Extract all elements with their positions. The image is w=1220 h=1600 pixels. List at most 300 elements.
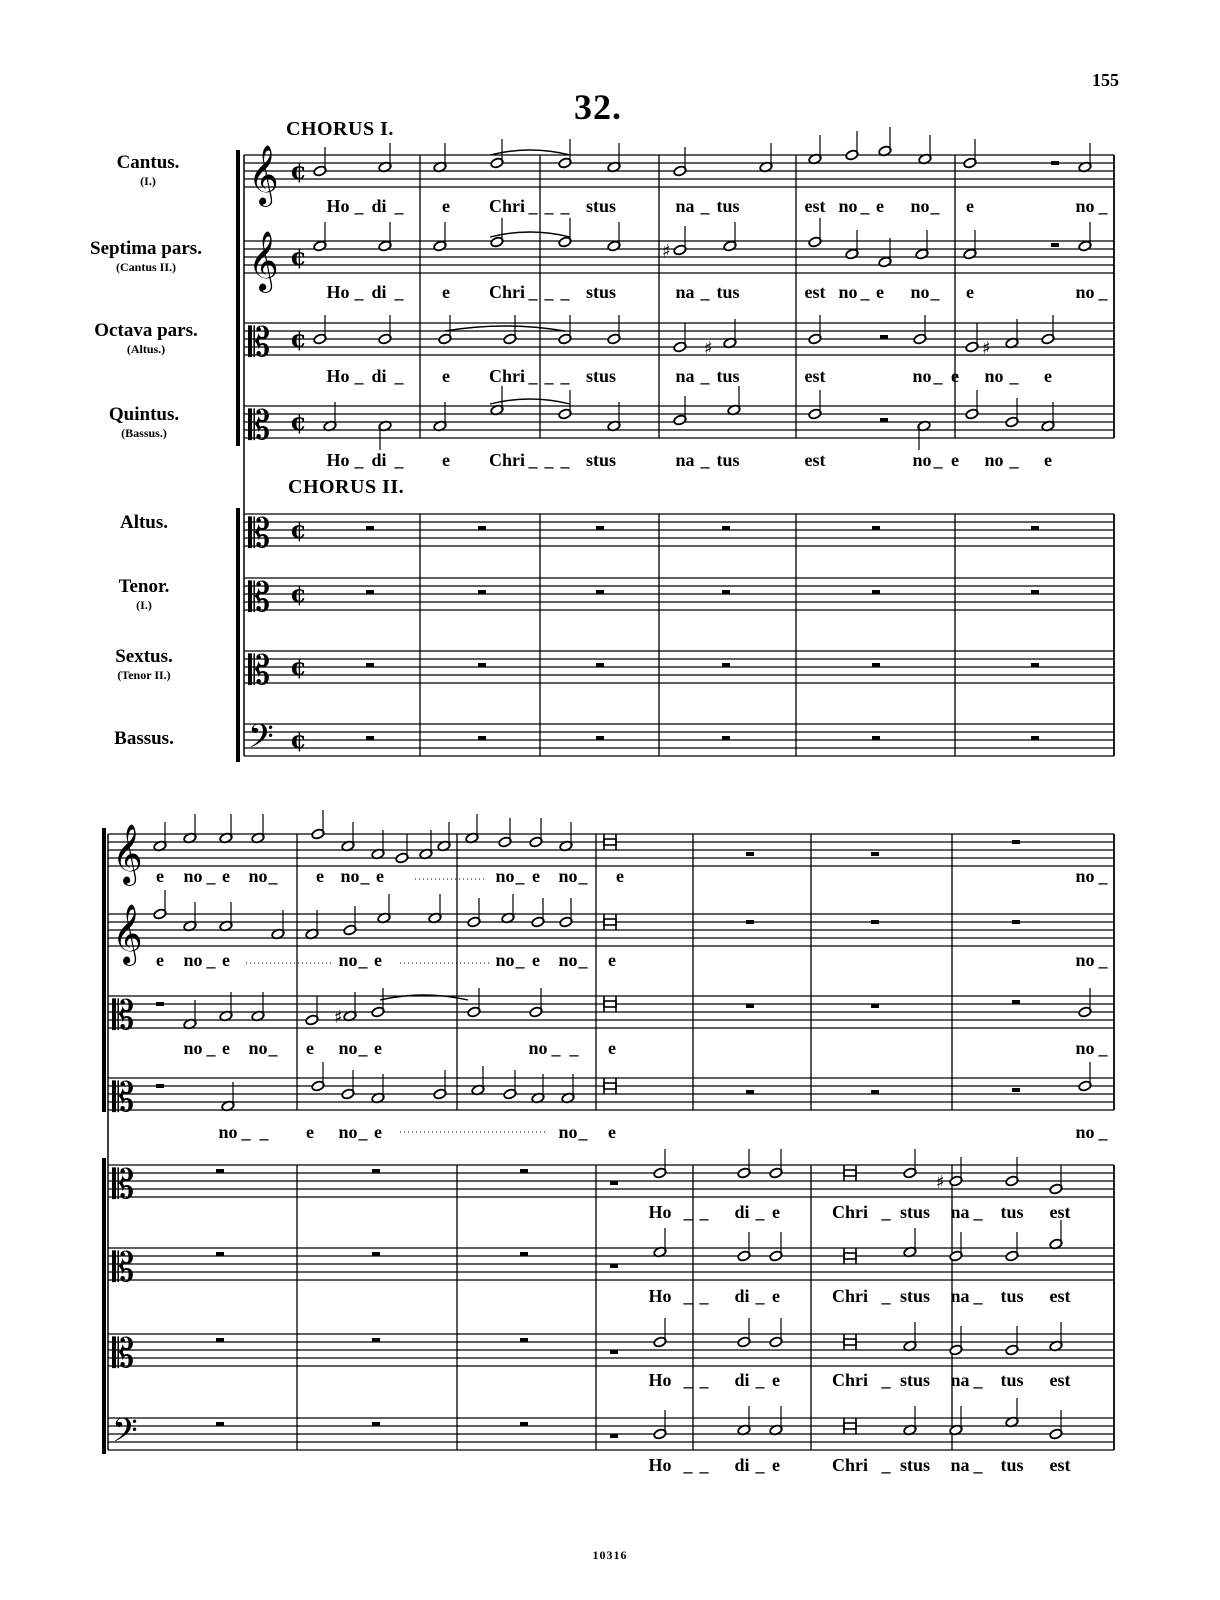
cut-time-signature: ¢ [290,242,307,271]
lyric-s2-v1-syllable: _ [1098,866,1108,886]
voice-name: Bassus. [114,728,174,749]
whole-rest [1012,840,1020,844]
lyric-s2-v3-syllable: no [338,1038,358,1058]
lyric-s2-v1-syllable: e [376,866,384,886]
lyric-s2-v2-syllable: _ [515,950,525,970]
lyric-s2-v4-syllable: _ [358,1122,368,1142]
chorus-2-bracket-s2 [102,1158,106,1454]
lyric-s2-v8-syllable: na [950,1455,970,1475]
lyric-s2-v8-syllable: stus [899,1455,931,1475]
lyric-s1-v2-syllable: _ [700,282,710,302]
lyric-s2-v4-syllable: e [306,1122,314,1142]
voice-subtitle: (Cantus II.) [115,260,176,274]
lyric-s1-v3-syllable: _ [354,366,364,386]
lyric-s2-v5-syllable: na [950,1202,970,1222]
lyric-s2-v7-syllable: _ [881,1370,891,1390]
lyric-s2-v3-syllable: no [248,1038,268,1058]
lyric-s2-v6-syllable: est [1049,1286,1071,1306]
whole-rest [372,1252,380,1256]
breve-note [604,919,616,925]
lyric-s2-v6-syllable: Ho [648,1286,672,1306]
lyric-s1-v4-syllable: tus [716,450,740,470]
breve-note [844,1253,856,1259]
lyric-s2-v3-syllable: _ [1098,1038,1108,1058]
lyric-s2-v2-syllable: _ [206,950,216,970]
lyric-s1-v1-syllable: no [1075,196,1095,216]
lyric-s2-v4-syllable: no [1075,1122,1095,1142]
voice-subtitle: (I.) [140,174,156,188]
alto-clef-icon: 𝄡 [112,993,135,1039]
sharp-icon: ♯ [662,241,671,262]
lyric-s2-v2-syllable: e [532,950,540,970]
lyric-s2-v6-syllable: _ [683,1286,693,1306]
lyric-s2-v4-syllable: _ [1098,1122,1108,1142]
lyric-s1-v1-syllable: _ [930,196,940,216]
lyric-s2-v6-syllable: e [772,1286,780,1306]
lyric-s2-v7-syllable: est [1049,1370,1071,1390]
lyric-s2-v6-syllable: na [950,1286,970,1306]
lyric-s2-v3-syllable: e [608,1038,616,1058]
lyric-s1-v2-syllable: e [442,282,450,302]
whole-rest [610,1350,618,1354]
lyric-s2-v4-syllable: e [374,1122,382,1142]
voice-name: Quintus. [108,404,180,425]
lyric-s1-v4-syllable: _ [1009,450,1019,470]
lyric-s1-v4-syllable: stus [585,450,617,470]
lyric-s1-v4-syllable: e [442,450,450,470]
whole-rest [216,1252,224,1256]
lyric-s2-v5-syllable: Ho [648,1202,672,1222]
lyric-s2-v5-syllable: _ [699,1202,709,1222]
lyric-s1-v1-syllable: e [442,196,450,216]
lyric-s2-v3-syllable: no [183,1038,203,1058]
whole-rest [478,590,486,594]
voice-subtitle: (I.) [136,598,152,612]
voice-subtitle: (Bassus.) [121,426,167,440]
lyric-s1-v2-syllable: no [1075,282,1095,302]
lyric-s2-v8-syllable: Ho [648,1455,672,1475]
lyric-s2-v3-syllable: e [306,1038,314,1058]
lyric-s1-v2-syllable: e [876,282,884,302]
whole-rest [596,663,604,667]
lyric-s2-v2-syllable: _ [578,950,588,970]
lyric-s1-v4-syllable: _ [933,450,943,470]
alto-clef-icon: 𝄡 [112,1075,135,1121]
lyric-s1-v3-syllable: _ [544,366,554,386]
lyric-s1-v4-syllable: e [951,450,959,470]
lyric-s2-v1-syllable: _ [206,866,216,886]
whole-rest [746,920,754,924]
lyric-s1-v3-syllable: di [371,366,387,386]
whole-rest [871,852,879,856]
lyric-s2-v8-syllable: di [734,1455,750,1475]
lyric-s1-v4-syllable: na [675,450,695,470]
lyric-s1-v4-syllable: _ [394,450,404,470]
cut-time-signature: ¢ [290,324,307,353]
lyric-s2-v3-syllable: e [222,1038,230,1058]
lyric-s2-v7-syllable: di [734,1370,750,1390]
breve-note [604,1001,616,1007]
bass-clef-icon: 𝄢 [248,718,274,764]
lyric-s1-v3-syllable: _ [1009,366,1019,386]
voice-name: Altus. [119,512,169,533]
lyric-s1-v3-syllable: no [984,366,1004,386]
whole-rest [156,1002,164,1006]
lyric-s2-v2-syllable: e [222,950,230,970]
lyric-s2-v5-syllable: Chri [832,1202,868,1222]
lyric-s1-v1-syllable: _ [700,196,710,216]
lyric-s1-v2-syllable: _ [544,282,554,302]
lyric-s1-v4-syllable: no [912,450,932,470]
whole-rest [746,1090,754,1094]
lyric-s2-v1-syllable: e [616,866,624,886]
whole-rest [872,590,880,594]
lyric-s2-v2-syllable: no [1075,950,1095,970]
lyric-s1-v2-syllable: stus [585,282,617,302]
lyric-s2-v5-syllable: _ [973,1202,983,1222]
lyric-s2-v6-syllable: Chri [832,1286,868,1306]
lyric-s1-v2-syllable: na [675,282,695,302]
whole-rest [520,1169,528,1173]
lyric-s2-v6-syllable: _ [881,1286,891,1306]
whole-rest [216,1338,224,1342]
lyric-s2-v2-syllable: _ [358,950,368,970]
lyric-s2-v8-syllable: e [772,1455,780,1475]
lyric-s2-v6-syllable: stus [899,1286,931,1306]
lyric-s2-v7-syllable: _ [755,1370,765,1390]
lyric-s1-v2-syllable: tus [716,282,740,302]
lyric-s2-v8-syllable: _ [683,1455,693,1475]
lyric-s2-v3-syllable: _ [268,1038,278,1058]
lyric-s2-v1-syllable: _ [578,866,588,886]
whole-rest [1012,1088,1020,1092]
lyric-s1-v3-syllable: e [951,366,959,386]
lyric-s2-v3-syllable: _ [569,1038,579,1058]
lyric-s1-v1-syllable: Chri [489,196,525,216]
lyric-s2-v4-syllable: e [608,1122,616,1142]
lyric-s2-v1-syllable: e [316,866,324,886]
whole-rest [372,1338,380,1342]
lyric-s2-v8-syllable: Chri [832,1455,868,1475]
lyric-s1-v1-syllable: est [804,196,826,216]
lyric-s1-v3-syllable: _ [700,366,710,386]
lyric-s2-v2-syllable: e [608,950,616,970]
lyric-s1-v3-syllable: e [1044,366,1052,386]
lyric-s1-v2-syllable: _ [560,282,570,302]
lyric-s2-v2-syllable: _ [1098,950,1108,970]
alto-clef-icon: 𝄡 [248,511,271,557]
cut-time-signature: ¢ [290,652,307,681]
lyric-s1-v3-syllable: est [804,366,826,386]
voice-name: Sextus. [115,646,173,667]
lyric-s1-v1-syllable: na [675,196,695,216]
whole-rest [871,1004,879,1008]
whole-rest [216,1169,224,1173]
alto-clef-icon: 𝄡 [112,1331,135,1377]
lyric-s1-v1-syllable: _ [354,196,364,216]
whole-rest [478,736,486,740]
chorus-2-heading: CHORUS II. [288,476,405,498]
lyric-s2-v1-syllable: no [1075,866,1095,886]
alto-clef-icon: 𝄡 [248,403,271,449]
lyric-s1-v3-syllable: Chri [489,366,525,386]
whole-rest [722,526,730,530]
whole-rest [722,736,730,740]
lyric-s2-v5-syllable: tus [1000,1202,1024,1222]
lyric-s2-v3-syllable: _ [551,1038,561,1058]
treble-clef-icon: 𝄞 [248,145,279,205]
lyric-s1-v3-syllable: _ [394,366,404,386]
whole-rest [1031,590,1039,594]
lyric-s2-v2-syllable: no [338,950,358,970]
whole-rest [872,736,880,740]
whole-rest [1051,161,1059,165]
lyric-s1-v4-syllable: e [1044,450,1052,470]
lyric-s1-v3-syllable: e [442,366,450,386]
lyric-s2-v1-syllable: e [222,866,230,886]
page-number: 155 [1092,70,1119,90]
treble-clef-icon: 𝄞 [112,824,143,884]
lyric-s2-v7-syllable: tus [1000,1370,1024,1390]
sharp-icon: ♯ [704,338,713,359]
alto-clef-icon: 𝄡 [112,1162,135,1208]
whole-rest [366,590,374,594]
lyric-s2-v7-syllable: _ [973,1370,983,1390]
lyric-s1-v3-syllable: tus [716,366,740,386]
lyric-s2-v2-syllable: e [374,950,382,970]
lyric-s2-v1-syllable: no [248,866,268,886]
voice-name: Tenor. [118,576,170,597]
lyric-s2-v6-syllable: _ [699,1286,709,1306]
whole-rest [372,1169,380,1173]
lyric-s1-v4-syllable: Chri [489,450,525,470]
lyric-s1-v3-syllable: no [912,366,932,386]
whole-rest [216,1422,224,1426]
lyric-s1-v2-syllable: _ [394,282,404,302]
lyric-s1-v2-syllable: no [838,282,858,302]
lyric-s1-v2-syllable: _ [860,282,870,302]
cut-time-signature: ¢ [290,725,307,754]
cut-time-signature: ¢ [290,515,307,544]
lyric-s2-v7-syllable: Ho [648,1370,672,1390]
lyric-s2-v4-syllable: no [338,1122,358,1142]
lyric-s2-v1-syllable: no [495,866,515,886]
lyric-s1-v4-syllable: _ [354,450,364,470]
chorus-1-heading: CHORUS I. [286,118,394,140]
lyric-s2-v8-syllable: est [1049,1455,1071,1475]
cut-time-signature: ¢ [290,579,307,608]
whole-rest [372,1422,380,1426]
breve-note [604,1083,616,1089]
lyric-s1-v1-syllable: stus [585,196,617,216]
lyric-s2-v6-syllable: _ [755,1286,765,1306]
lyric-s2-v6-syllable: di [734,1286,750,1306]
whole-rest [610,1181,618,1185]
lyric-s1-v4-syllable: _ [700,450,710,470]
lyric-s2-v1-syllable: e [532,866,540,886]
lyric-s1-v4-syllable: _ [528,450,538,470]
whole-rest [478,663,486,667]
whole-rest [610,1434,618,1438]
whole-rest [871,1090,879,1094]
treble-clef-icon: 𝄞 [248,231,279,291]
lyric-s2-v8-syllable: _ [699,1455,709,1475]
whole-rest [596,736,604,740]
lyric-s1-v2-syllable: _ [354,282,364,302]
lyric-s2-v8-syllable: tus [1000,1455,1024,1475]
lyric-s1-v4-syllable: di [371,450,387,470]
whole-rest [880,335,888,339]
piece-number: 32. [574,87,622,127]
whole-rest [366,526,374,530]
lyric-s2-v7-syllable: _ [699,1370,709,1390]
lyric-s2-v4-syllable: _ [578,1122,588,1142]
lyric-s1-v4-syllable: est [804,450,826,470]
lyric-s2-v3-syllable: _ [358,1038,368,1058]
voice-subtitle: (Altus.) [126,342,166,356]
whole-rest [520,1422,528,1426]
voice-name: Octava pars. [94,320,198,341]
lyric-s1-v3-syllable: _ [560,366,570,386]
sharp-icon: ♯ [334,1007,343,1028]
whole-rest [366,663,374,667]
lyric-s2-v3-syllable: e [374,1038,382,1058]
lyric-s2-v8-syllable: _ [881,1455,891,1475]
alto-clef-icon: 𝄡 [112,1245,135,1291]
lyric-s2-v2-syllable: no [558,950,578,970]
lyric-s2-v4-syllable: _ [259,1122,269,1142]
lyric-s2-v4-syllable: no [558,1122,578,1142]
lyric-s1-v1-syllable: Ho [326,196,350,216]
lyric-s1-v2-syllable: Ho [326,282,350,302]
lyric-s1-v1-syllable: di [371,196,387,216]
lyric-s1-v2-syllable: _ [930,282,940,302]
lyric-s1-v1-syllable: _ [1098,196,1108,216]
bass-clef-icon: 𝄢 [112,1412,138,1458]
lyric-s2-v7-syllable: e [772,1370,780,1390]
lyric-s2-v8-syllable: _ [973,1455,983,1475]
lyric-s1-v3-syllable: _ [933,366,943,386]
whole-rest [872,663,880,667]
lyric-s2-v7-syllable: stus [899,1370,931,1390]
lyric-s1-v2-syllable: di [371,282,387,302]
whole-rest [880,418,888,422]
lyric-s1-v2-syllable: _ [528,282,538,302]
chorus-1-bracket [236,150,240,446]
lyric-s2-v1-syllable: no [558,866,578,886]
whole-rest [596,526,604,530]
lyric-s2-v3-syllable: _ [206,1038,216,1058]
lyric-s2-v1-syllable: _ [515,866,525,886]
whole-rest [746,852,754,856]
whole-rest [478,526,486,530]
sharp-icon: ♯ [982,338,991,359]
lyric-s2-v6-syllable: tus [1000,1286,1024,1306]
lyric-s1-v1-syllable: e [966,196,974,216]
lyric-s2-v5-syllable: stus [899,1202,931,1222]
catalog-number: 10316 [592,1548,628,1562]
whole-rest [722,663,730,667]
breve-note [844,1339,856,1345]
lyric-s2-v1-syllable: no [340,866,360,886]
lyric-s2-v1-syllable: e [156,866,164,886]
lyric-s2-v2-syllable: no [495,950,515,970]
treble-clef-icon: 𝄞 [112,904,143,964]
lyric-s1-v1-syllable: _ [528,196,538,216]
lyric-s1-v3-syllable: na [675,366,695,386]
lyric-s2-v8-syllable: _ [755,1455,765,1475]
whole-rest [1051,243,1059,247]
lyric-s2-v7-syllable: _ [683,1370,693,1390]
lyric-s1-v1-syllable: no [838,196,858,216]
lyric-s2-v5-syllable: _ [683,1202,693,1222]
lyric-s1-v3-syllable: stus [585,366,617,386]
lyric-s2-v7-syllable: na [950,1370,970,1390]
whole-rest [520,1338,528,1342]
cut-time-signature: ¢ [290,156,307,185]
lyric-s1-v1-syllable: _ [860,196,870,216]
whole-rest [1012,1000,1020,1004]
whole-rest [156,1084,164,1088]
lyric-s2-v5-syllable: est [1049,1202,1071,1222]
sharp-icon: ♯ [936,1172,945,1193]
whole-rest [596,590,604,594]
whole-rest [1031,663,1039,667]
voice-subtitle: (Tenor II.) [117,668,171,682]
tie-arc [445,326,565,331]
lyric-s1-v4-syllable: _ [560,450,570,470]
breve-note [844,1423,856,1429]
lyric-s2-v5-syllable: _ [881,1202,891,1222]
chorus-2-bracket [236,508,240,762]
lyric-s1-v2-syllable: est [804,282,826,302]
lyric-s1-v3-syllable: Ho [326,366,350,386]
lyric-s1-v1-syllable: _ [394,196,404,216]
alto-clef-icon: 𝄡 [248,575,271,621]
lyric-s1-v2-syllable: _ [1098,282,1108,302]
lyric-s1-v1-syllable: _ [560,196,570,216]
lyric-s2-v5-syllable: e [772,1202,780,1222]
lyric-s2-v6-syllable: _ [973,1286,983,1306]
lyric-s1-v1-syllable: no [910,196,930,216]
lyric-s1-v3-syllable: _ [528,366,538,386]
whole-rest [1031,526,1039,530]
lyric-s2-v2-syllable: no [183,950,203,970]
voice-name: Cantus. [116,152,180,173]
whole-rest [722,590,730,594]
lyric-s2-v5-syllable: _ [755,1202,765,1222]
lyric-s2-v1-syllable: _ [360,866,370,886]
whole-rest [871,920,879,924]
lyric-s1-v2-syllable: Chri [489,282,525,302]
whole-rest [520,1252,528,1256]
cut-time-signature: ¢ [290,407,307,436]
lyric-s1-v2-syllable: e [966,282,974,302]
lyric-s1-v1-syllable: _ [544,196,554,216]
lyric-s2-v1-syllable: _ [268,866,278,886]
breve-note [844,1170,856,1176]
chorus-1-bracket-s2 [102,828,106,1112]
lyric-s2-v1-syllable: no [183,866,203,886]
lyric-s2-v5-syllable: di [734,1202,750,1222]
whole-rest [746,1004,754,1008]
lyric-s1-v1-syllable: tus [716,196,740,216]
lyric-s2-v2-syllable: e [156,950,164,970]
whole-rest [1031,736,1039,740]
lyric-s1-v2-syllable: no [910,282,930,302]
lyric-s2-v3-syllable: no [528,1038,548,1058]
lyric-s2-v7-syllable: Chri [832,1370,868,1390]
